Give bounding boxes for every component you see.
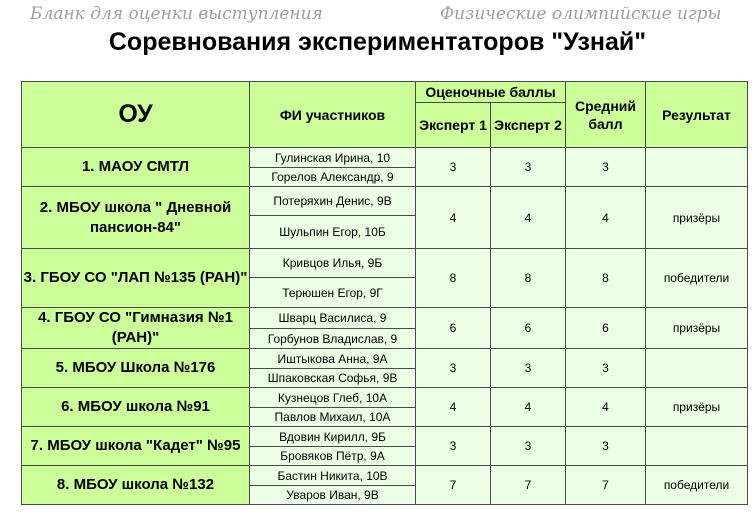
table-row [22,148,748,168]
result-cell [646,349,748,388]
expert2-score: 4 [491,187,566,249]
table-row [22,249,748,278]
school-name: 3. ГБОУ СО "ЛАП №135 (РАН)" [22,249,250,308]
average-score: 8 [566,249,646,308]
expert2-score: 7 [491,466,566,505]
expert1-score: 8 [416,249,491,308]
result-cell: победители [646,249,748,308]
participant-name: Потеряхин Денис, 9В [250,187,416,216]
result-cell: призёры [646,388,748,427]
expert1-score: 4 [416,388,491,427]
participant-name: Шварц Василиса, 9 [250,308,416,329]
expert2-score: 6 [491,308,566,349]
expert1-score: 3 [416,148,491,187]
average-score: 6 [566,308,646,349]
participant-name: Терюшен Егор, 9Г [250,278,416,308]
school-name: 2. МБОУ школа " Дневной пансион-84" [22,187,250,249]
participant-name: Горелов Александр, 9 [250,168,416,187]
participant-name: Кузнецов Глеб, 10А [250,388,416,408]
result-cell [646,148,748,187]
school-name: 5. МБОУ Школа №176 [22,349,250,388]
results-table [21,81,748,505]
table-row [22,349,748,369]
results-rows [22,148,748,505]
expert2-score: 3 [491,148,566,187]
table-row [22,388,748,408]
average-score: 4 [566,388,646,427]
col-header-expert1: Эксперт 1 [416,103,491,148]
result-cell: призёры [646,187,748,249]
participant-name: Кривцов Илья, 9Б [250,249,416,278]
result-cell [646,427,748,466]
expert1-score: 6 [416,308,491,349]
col-header-expert2: Эксперт 2 [491,103,566,148]
result-cell: победители [646,466,748,505]
participant-name: Гулинская Ирина, 10 [250,148,416,168]
participant-name: Шульпин Егор, 10Б [250,216,416,249]
average-score: 3 [566,427,646,466]
expert2-score: 3 [491,349,566,388]
average-score: 3 [566,148,646,187]
expert2-score: 8 [491,249,566,308]
expert1-score: 7 [416,466,491,505]
participant-name: Бастин Никита, 10В [250,466,416,486]
average-score: 3 [566,349,646,388]
average-score: 7 [566,466,646,505]
expert2-score: 4 [491,388,566,427]
expert1-score: 4 [416,187,491,249]
result-cell: призёры [646,308,748,349]
col-header-average: Средний балл [566,82,646,148]
participant-name: Вдовин Кирилл, 9Б [250,427,416,447]
form-caption: Бланк для оценки выступления [30,4,323,24]
table-row [22,466,748,486]
expert1-score: 3 [416,427,491,466]
school-name: 8. МБОУ школа №132 [22,466,250,505]
participant-name: Павлов Михаил, 10А [250,408,416,427]
participant-name: Горбунов Владислав, 9 [250,329,416,349]
event-caption: Физические олимпийские игры [440,4,722,24]
col-header-scores-group: Оценочные баллы [416,82,566,103]
col-header-ou: ОУ [22,82,250,148]
school-name: 4. ГБОУ СО "Гимназия №1 (РАН)" [22,308,250,349]
table-row [22,187,748,216]
col-header-names: ФИ участников [250,82,416,148]
school-name: 7. МБОУ школа "Кадет" №95 [22,427,250,466]
participant-name: Иштыкова Анна, 9А [250,349,416,369]
page-title: Соревнования экспериментаторов "Узнай" [108,28,647,56]
school-name: 1. МАОУ СМТЛ [22,148,250,187]
participant-name: Уваров Иван, 9В [250,486,416,505]
table-row [22,308,748,329]
school-name: 6. МБОУ школа №91 [22,388,250,427]
table-row [22,427,748,447]
col-header-result: Результат [646,82,748,148]
expert2-score: 3 [491,427,566,466]
participant-name: Шпаковская Софья, 9В [250,369,416,388]
average-score: 4 [566,187,646,249]
expert1-score: 3 [416,349,491,388]
participant-name: Бровяков Пётр, 9А [250,447,416,466]
